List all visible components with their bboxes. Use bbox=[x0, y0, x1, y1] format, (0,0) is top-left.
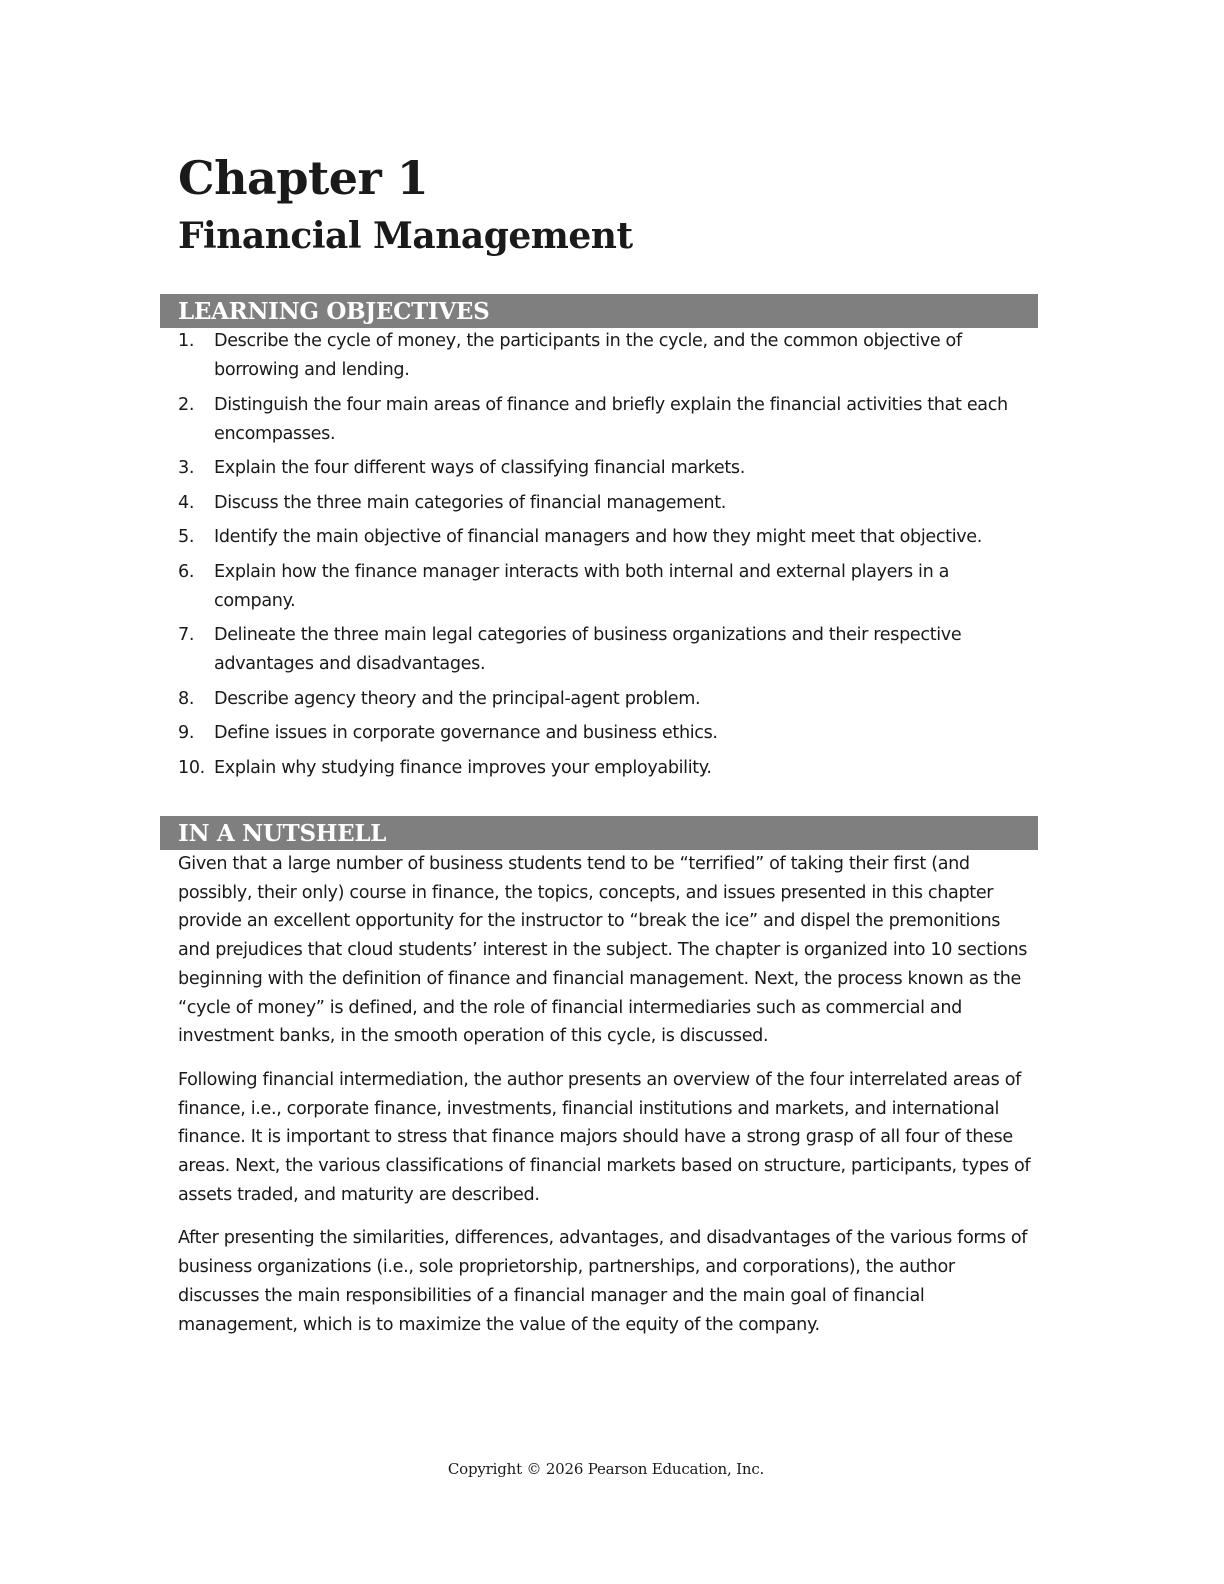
chapter-title: Chapter 1 bbox=[178, 151, 429, 205]
nutshell-header-bar bbox=[160, 816, 1038, 850]
copyright-footer: Copyright © 2026 Pearson Education, Inc. bbox=[447, 1460, 765, 1478]
learning-objectives-heading: LEARNING OBJECTIVES bbox=[178, 298, 490, 325]
learning-objectives-list bbox=[178, 327, 1028, 788]
objective-number: 8. bbox=[178, 688, 195, 709]
learning-objectives-header-bar bbox=[160, 294, 1038, 328]
nutshell-paragraph: After presenting the similarities, differences, advantages, and disadvantages of the various forms of business organizations (i.e., sole proprietorship, partnerships, and corporations), the author discusses the main responsibilities of a financial manager and the main goal of financial management, which is to maximize the value of the equity of the company. bbox=[178, 1228, 1028, 1335]
objective-number: 10. bbox=[178, 757, 205, 778]
objective-text: Explain how the finance manager interacts with both internal and external players in a company. bbox=[214, 561, 950, 611]
objective-text: Describe agency theory and the principal-agent problem. bbox=[214, 688, 701, 709]
objective-item bbox=[178, 391, 1028, 449]
objective-text: Explain the four different ways of classifying financial markets. bbox=[214, 458, 745, 478]
objective-item bbox=[178, 719, 1028, 748]
objective-item bbox=[178, 754, 1028, 783]
objective-number: 5. bbox=[178, 527, 195, 547]
objective-text: Distinguish the four main areas of finance and briefly explain the financial activities that each encompasses. bbox=[214, 394, 1008, 444]
objective-text: Explain why studying finance improves your employability. bbox=[214, 757, 712, 778]
chapter-subtitle: Financial Management bbox=[178, 215, 633, 257]
objective-number: 4. bbox=[178, 492, 195, 513]
objective-text: Delineate the three main legal categories of business organizations and their respective advantages and disadvantages. bbox=[214, 625, 962, 674]
nutshell-heading: IN A NUTSHELL bbox=[178, 820, 387, 847]
objective-text: Define issues in corporate governance and business ethics. bbox=[214, 723, 718, 743]
objective-item bbox=[178, 558, 1028, 616]
objective-item bbox=[178, 327, 1028, 385]
objective-item bbox=[178, 523, 1028, 552]
objective-text: Identify the main objective of financial managers and how they might meet that objective. bbox=[214, 527, 983, 547]
objective-number: 3. bbox=[178, 458, 195, 478]
objective-item bbox=[178, 685, 1028, 714]
objective-number: 6. bbox=[178, 561, 195, 582]
objective-item bbox=[178, 621, 1028, 679]
nutshell-paragraph: Given that a large number of business students tend to be “terrified” of taking their first (and possibly, their only) course in finance, the topics, concepts, and issues presented in this chapter provide an excellent opportunity for the instructor to “break the ice” and dispel the premonitions and prejudices that cloud students’ interest in the subject. The chapter is organized into 10 sections beginning with the definition of finance and financial management. Next, the process known as the “cycle of money” is defined, and the role of financial intermediaries such as commercial and investment banks, in the smooth operation of this cycle, is discussed. bbox=[178, 854, 1028, 1047]
nutshell-paragraph: Following financial intermediation, the author presents an overview of the four interrelated areas of finance, i.e., corporate finance, investments, financial institutions and markets, and international finance. It is important to stress that finance majors should have a strong grasp of all four of these areas. Next, the various classifications of financial markets based on structure, participants, types of assets traded, and maturity are described. bbox=[178, 1069, 1031, 1205]
objective-item bbox=[178, 489, 1028, 518]
objective-item bbox=[178, 454, 1028, 483]
objective-number: 9. bbox=[178, 723, 195, 743]
objective-number: 2. bbox=[178, 394, 195, 415]
objective-text: Discuss the three main categories of financial management. bbox=[214, 492, 727, 513]
objective-number: 1. bbox=[178, 331, 195, 351]
nutshell-body bbox=[178, 850, 1034, 1354]
objective-number: 7. bbox=[178, 625, 195, 645]
objective-text: Describe the cycle of money, the participants in the cycle, and the common objective of borrowing and lending. bbox=[214, 331, 962, 380]
